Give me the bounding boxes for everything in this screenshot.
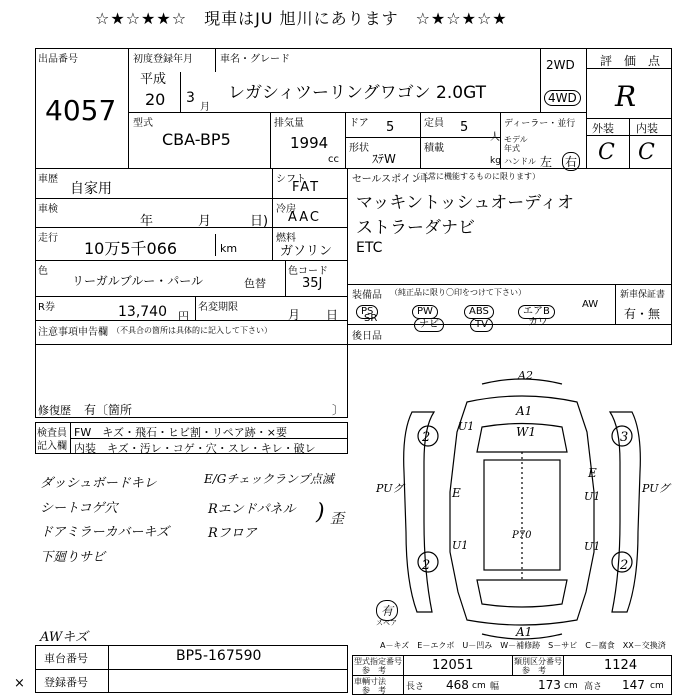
sales-points-sub: （正常に機能するものに限ります）: [412, 172, 540, 181]
dmg-3-right-top: 3: [620, 430, 629, 445]
post-fit-label: 後日品: [352, 331, 382, 342]
hand-note-5: E/Gチェックランプ点滅: [204, 472, 335, 486]
dmg-2-left-bottom: 2: [422, 558, 431, 573]
dmg-e-left: E: [452, 486, 461, 500]
model-year-label-1: モデル: [504, 135, 528, 144]
month-unit: 月: [200, 102, 210, 113]
repair-value: 有〔箇所: [84, 403, 133, 417]
lot-label: 出品番号: [38, 54, 78, 65]
equip-ps: PS: [356, 299, 378, 319]
name-change-label: 名変期限: [198, 302, 238, 313]
doors-label: ドア: [349, 118, 369, 129]
handle-right: 右: [562, 152, 580, 171]
chassis-value: BP5-167590: [176, 648, 262, 664]
sales-point-3: ETC: [356, 240, 383, 256]
registration-label: 初度登録年月: [133, 54, 193, 65]
color-code-label: 色コード: [288, 266, 328, 277]
corner-mark: ×: [14, 676, 25, 691]
notes-frame: [35, 320, 348, 418]
shift-label: シフト: [276, 174, 306, 185]
load-label: 積載: [424, 143, 444, 154]
dimensions-label: 車輌寸法: [354, 677, 386, 686]
recycle-label: R券: [38, 302, 55, 313]
sales-points-label: セールスポイント: [352, 174, 432, 185]
height-unit: cm: [650, 681, 664, 691]
car-name-label: 車名・グレード: [220, 54, 290, 65]
history-label: 車歴: [38, 174, 58, 185]
length-value: 468: [446, 678, 469, 692]
dmg-u1-right: U1: [584, 490, 601, 503]
drive-4wd: 4WD: [544, 90, 581, 106]
capacity-unit: 人: [490, 132, 500, 143]
equip-aw: AW: [582, 299, 599, 310]
lot-number: 4057: [45, 94, 117, 127]
damage-legend: A－キズ E－エクボ U－凹み W－補修跡 S－サビ C－腐食 XX－交換済: [380, 641, 666, 650]
name-change-day: 日: [326, 308, 339, 322]
score-value: R: [615, 80, 637, 113]
capacity-value: 5: [460, 120, 469, 135]
hand-note-8: 歪: [330, 511, 344, 527]
notes-label: 注意事項申告欄: [38, 327, 108, 338]
dmg-pug-right: PUグ: [642, 482, 670, 495]
name-change-month: 月: [288, 308, 301, 322]
ac-value: AAC: [288, 210, 321, 225]
ac-label: 冷房: [276, 204, 296, 215]
warranty-label: 新車保証書: [620, 290, 666, 300]
inspector-label-2: 記入欄: [37, 441, 67, 452]
type-designation-label: 型式指定番号: [354, 657, 402, 666]
dmg-2-right-bottom: 2: [620, 558, 629, 573]
drive-2wd: 2WD: [546, 58, 575, 72]
capacity-label: 定員: [424, 118, 444, 129]
model-year-label-2: 年式: [504, 144, 520, 153]
equip-abs: ABS: [464, 299, 494, 319]
dealer-label: ディーラー・並行: [504, 119, 576, 129]
recycle-value: 13,740: [118, 304, 167, 320]
dmg-a1-bottom: A1: [516, 625, 533, 639]
repair-label: 修復歴: [38, 404, 71, 417]
equip-tv: TV: [470, 312, 493, 332]
exterior-value: C: [598, 140, 615, 165]
warranty-value: 有・無: [624, 307, 661, 321]
plate-label: 登録番号: [44, 676, 88, 689]
height-label: 高さ: [584, 682, 603, 692]
inspector-row-2: 内装 キズ・汚レ・コゲ・穴・スレ・キレ・破レ: [74, 442, 316, 455]
car-name-value: レガシィツーリングワゴン 2.0GT: [228, 83, 487, 103]
dmg-u1-left-top: U1: [458, 420, 475, 433]
chassis-label: 車台番号: [44, 652, 88, 665]
handle-left: 左: [540, 155, 553, 169]
spare-label: スペア: [376, 619, 397, 627]
fuel-label: 燃料: [276, 233, 296, 244]
inspector-label-1: 検査員: [37, 428, 67, 439]
inspection-label: 車検: [38, 204, 58, 215]
handle-label: ハンドル: [504, 157, 536, 166]
fuel-value: ガソリン: [280, 244, 333, 259]
color-value: リーガルブルー・パール: [72, 274, 204, 288]
displacement-value: 1994: [290, 134, 329, 152]
width-value: 173: [538, 678, 561, 692]
inspection-day: 日): [250, 214, 269, 229]
equip-leather: カワ: [528, 317, 548, 328]
dmg-e-right: E: [588, 466, 597, 480]
recycle-unit: 円: [178, 310, 189, 323]
equipment-sub: （純正品に限り〇印をつけて下さい）: [390, 288, 526, 297]
color-change-label: 色替: [244, 277, 266, 290]
equipment-label: 装備品: [352, 290, 382, 301]
class-number-value: 1124: [604, 658, 638, 673]
equip-airbag: エアB: [518, 299, 555, 319]
length-unit: cm: [472, 681, 486, 691]
bracket-mark: ): [316, 500, 325, 525]
dmg-2-left-top: 2: [422, 430, 431, 445]
hand-note-2: シートコゲ穴: [40, 501, 118, 516]
interior-value: C: [638, 140, 655, 165]
doors-value: 5: [386, 120, 395, 135]
sales-point-1: マッキントッシュオーディオ: [356, 193, 574, 213]
width-unit: cm: [564, 681, 578, 691]
dmg-pug-left: PUグ: [376, 482, 404, 495]
header-title: ☆★☆★★☆ 現車はJU 旭川にあります ☆★☆★☆★: [95, 9, 508, 28]
interior-label: 内装: [636, 122, 658, 135]
inspection-month: 月: [198, 214, 212, 229]
repair-end: 〕: [332, 403, 345, 417]
class-number-sub: 参 考: [522, 666, 546, 675]
dmg-a2: A2: [518, 369, 533, 382]
notes-sub: （不具合の箇所は具体的に記入して下さい）: [112, 326, 272, 335]
equip-navi: ナビ: [414, 312, 444, 332]
hand-note-3: ドアミラーカバーキズ: [40, 525, 170, 540]
equip-sr: SR: [364, 313, 378, 324]
shift-value: FAT: [292, 180, 321, 195]
spare-mark: 有: [376, 600, 398, 621]
hand-note-4: 下廻りサビ: [40, 550, 106, 565]
hand-note-1: ダッシュボードキレ: [40, 476, 157, 491]
registration-month: 3: [186, 90, 195, 106]
shape-value: ｽﾃW: [372, 152, 396, 166]
width-label: 幅: [490, 682, 500, 692]
dmg-u1-right-bottom: U1: [584, 540, 601, 553]
score-label: 評 価 点: [600, 54, 661, 68]
inspector-row-1: FW キズ・飛石・ヒビ割・リペア跡・×要: [74, 426, 287, 439]
dmg-u1-left-bottom: U1: [452, 539, 469, 552]
dimensions-sub: 参 考: [362, 686, 386, 695]
exterior-label: 外装: [592, 122, 614, 135]
dmg-a1-top: A1: [516, 404, 533, 418]
hand-note-7: Rフロア: [208, 526, 257, 541]
length-label: 長さ: [406, 682, 425, 692]
sales-point-2: ストラーダナビ: [356, 218, 475, 238]
registration-era: 平成: [140, 72, 167, 87]
type-designation-value: 12051: [432, 658, 474, 673]
height-value: 147: [622, 678, 645, 692]
shape-label: 形状: [349, 143, 369, 154]
history-value: 自家用: [70, 181, 112, 197]
dmg-w1: W1: [516, 425, 536, 439]
model-value: CBA-BP5: [162, 130, 231, 149]
color-label: 色: [38, 266, 48, 277]
load-unit: kg: [490, 156, 501, 166]
dmg-p70: P70: [512, 530, 532, 541]
displacement-unit: cc: [328, 154, 339, 165]
hand-note-6: Rエンドパネル: [208, 502, 296, 517]
color-code: 35J: [302, 276, 323, 291]
class-number-label: 類別区分番号: [514, 657, 562, 666]
mileage-unit: km: [220, 242, 238, 255]
displacement-label: 排気量: [274, 118, 304, 129]
mileage-label: 走行: [38, 233, 58, 244]
hand-note-9: AWキズ: [40, 630, 88, 645]
model-label: 型式: [133, 118, 153, 129]
registration-year: 20: [145, 90, 166, 109]
type-designation-sub: 参 考: [362, 666, 386, 675]
mileage-value: 10万5千066: [84, 239, 178, 258]
inspection-year: 年: [140, 214, 154, 229]
equip-pw: PW: [412, 299, 438, 319]
